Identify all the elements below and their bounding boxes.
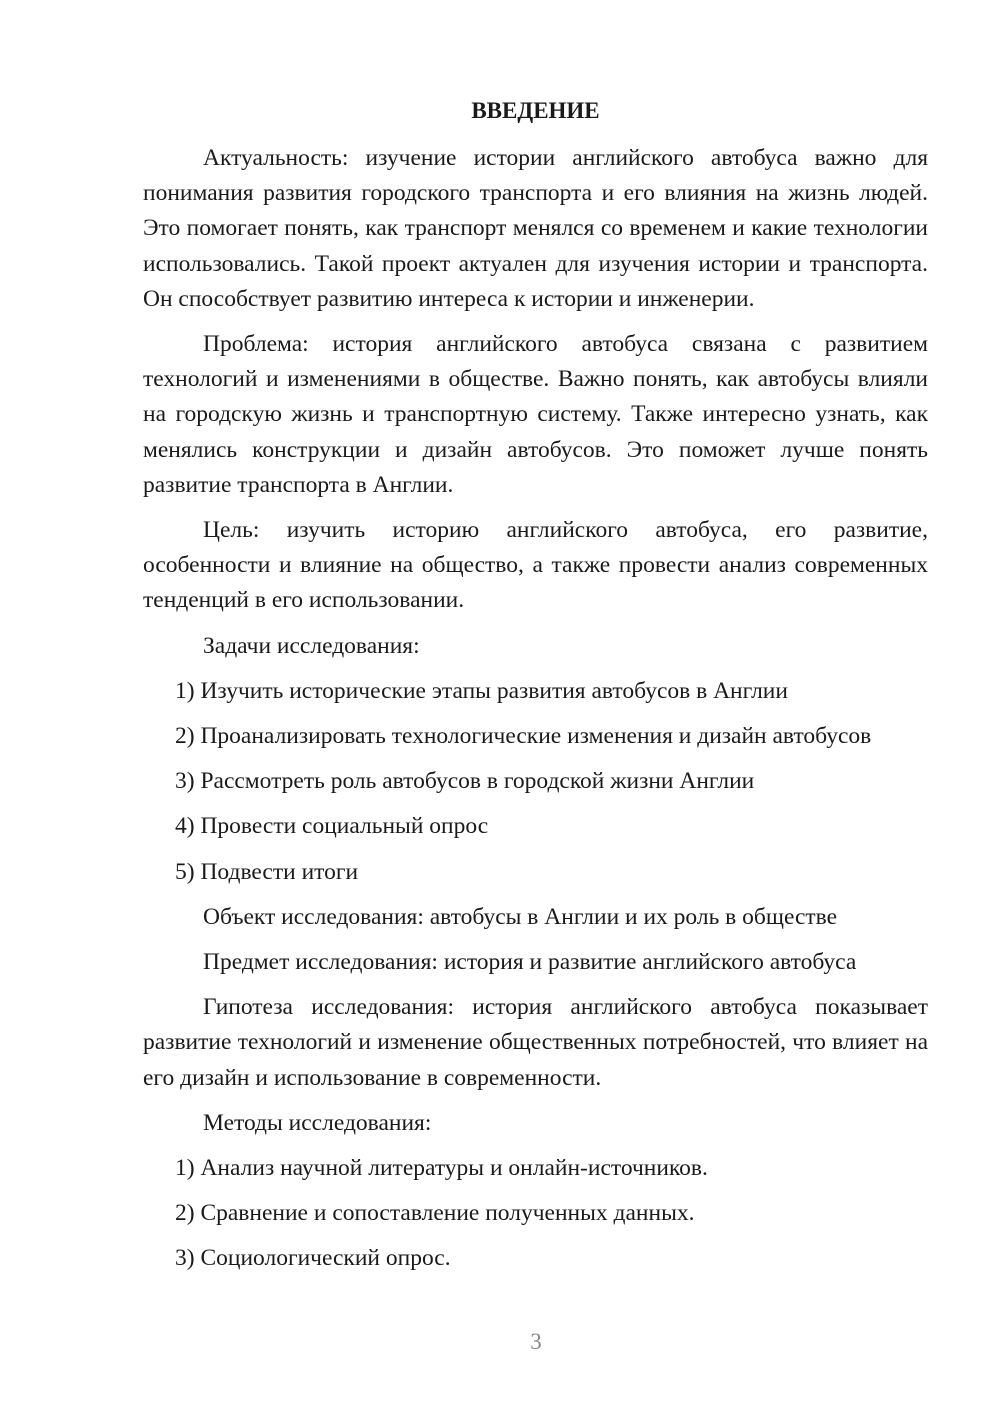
tasks-label: Задачи исследования: [203,632,420,659]
methods-label: Методы исследования: [203,1109,432,1136]
page-content [143,94,928,1287]
tasks-list [143,674,928,890]
object-line: Объект исследования: автобусы в Англии и их роль в обществе [203,903,838,930]
problem-paragraph: Проблема: история английского автобуса связана с развитием технологий и изменениями в обществе. Важно понять, как автобусы влияли на городскую жизнь и транспортную систему. Также интересно узнать, как менялись конструкции и дизайн автобусов. Это поможет лучше понять развитие транспорта в Англии. [143,331,928,498]
hypothesis-paragraph: Гипотеза исследования: история английского автобуса показывает развитие технологий и изменение общественных потребностей, что влияет на его дизайн и использование в современности. [143,994,928,1091]
list-item: 2) Сравнение и сопоставление полученных данных. [175,1200,695,1227]
list-item: 1) Изучить исторические этапы развития автобусов в Англии [175,677,788,704]
page-title: ВВЕДЕНИЕ [471,98,600,123]
subject-line: Предмет исследования: история и развитие английского автобуса [203,949,857,976]
page-number: 3 [530,1329,542,1354]
methods-list [143,1151,928,1277]
list-item: 3) Социологический опрос. [175,1245,451,1272]
list-item: 5) Подвести итоги [175,858,359,885]
list-item: 4) Провести социальный опрос [175,813,489,840]
list-item: 1) Анализ научной литературы и онлайн-источников. [175,1155,708,1182]
list-item: 2) Проанализировать технологические изменения и дизайн автобусов [175,723,872,750]
list-item: 3) Рассмотреть роль автобусов в городской жизни Англии [175,768,755,795]
goal-paragraph: Цель: изучить историю английского автобуса, его развитие, особенности и влияние на общество, а также провести анализ современных тенденций в его использовании. [143,517,928,614]
relevance-paragraph: Актуальность: изучение истории английского автобуса важно для понимания развития городского транспорта и его влияния на жизнь людей. Это помогает понять, как транспорт менялся со временем и какие технологии использовались. Такой проект актуален для изучения истории и транспорта. Он способствует развитию интереса к истории и инженерии. [143,145,928,312]
